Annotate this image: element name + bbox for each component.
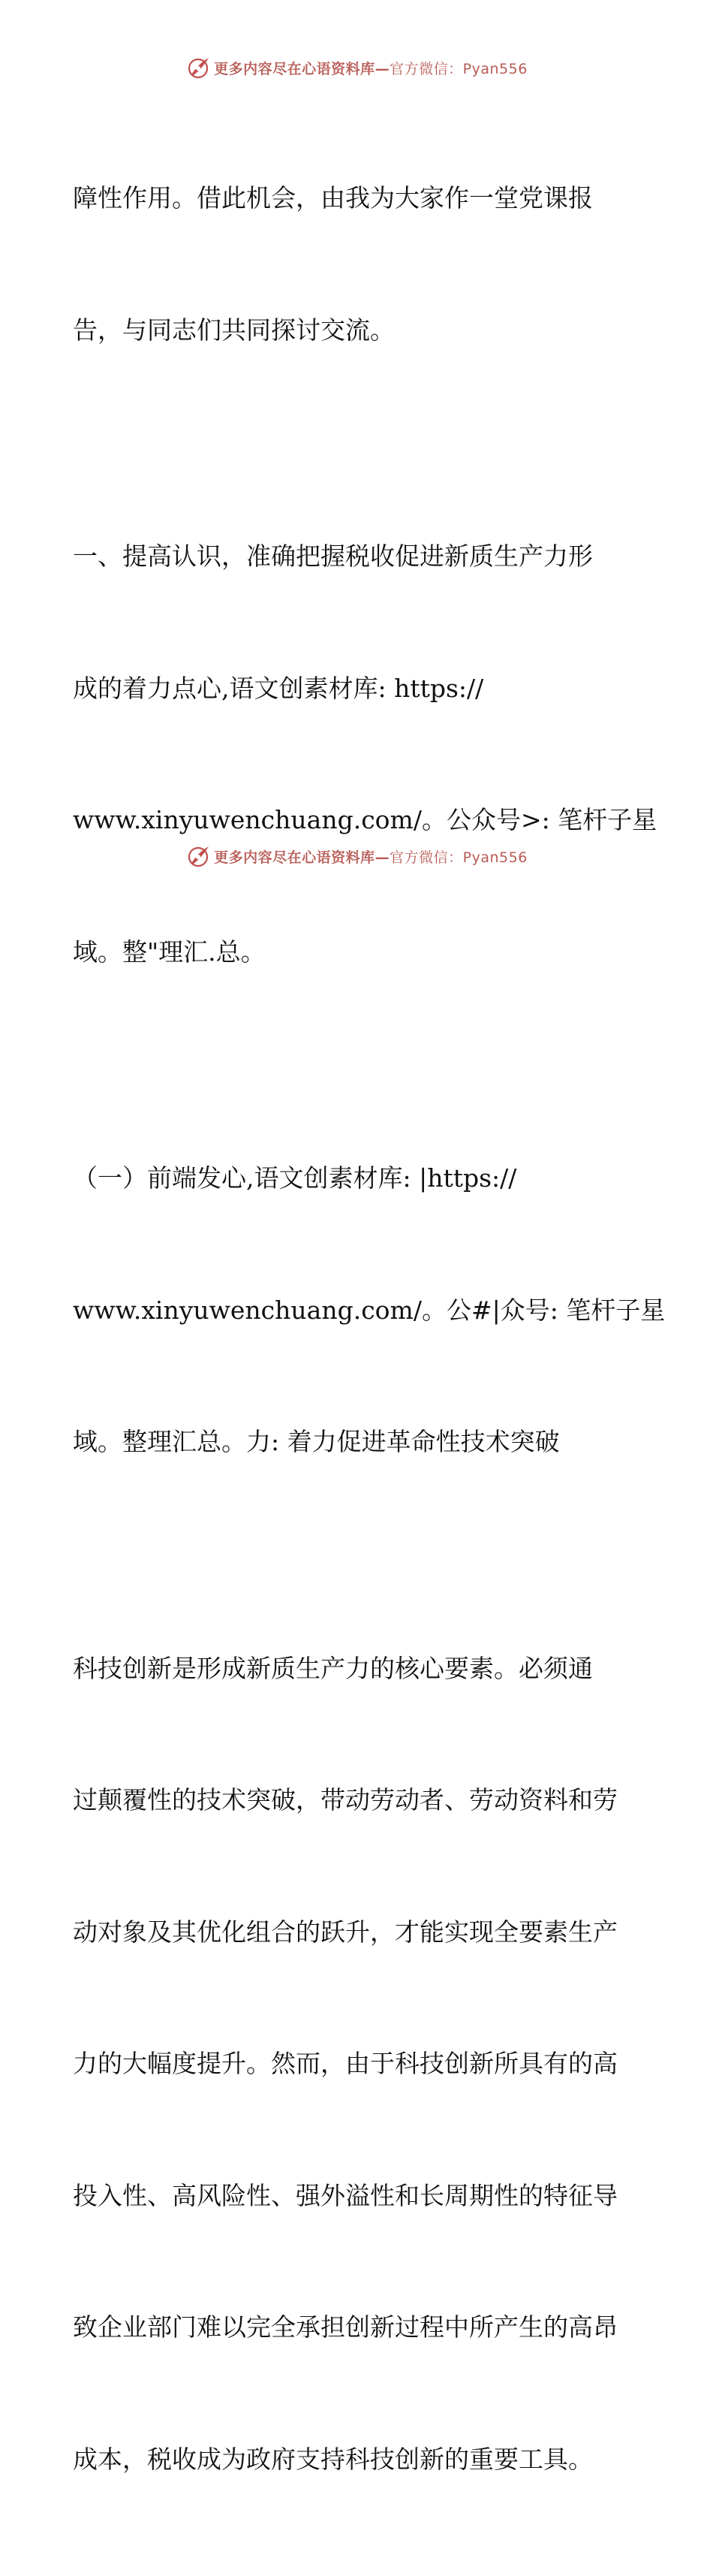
text-line: 成的着力点心,语文创素材库: https://	[73, 673, 484, 703]
text-line: 力的大幅度提升。然而，由于科技创新所具有的高	[73, 2049, 618, 2078]
footer-watermark-banner	[0, 841, 713, 871]
text-line: 域。整理汇总。力: 着力促进革命性技术突破	[73, 1427, 560, 1456]
watermark-text-main: 更多内容尽在心语资料库—	[214, 60, 390, 77]
document-body	[73, 89, 666, 2576]
paragraph-1	[73, 89, 643, 440]
text-line: 致企业部门难以完全承担创新过程中所产生的高昂	[73, 2312, 618, 2342]
text-line: 告，与同志们共同探讨交流。	[73, 315, 395, 345]
watermark-text	[214, 58, 528, 78]
text-line: 动对象及其优化组合的跃升，才能实现全要素生产	[73, 1917, 618, 1947]
section-heading	[73, 447, 657, 1062]
text-line: 科技创新是形成新质生产力的核心要素。必须通	[73, 1653, 593, 1683]
text-line: 成本，税收成为政府支持科技创新的重要工具。	[73, 2444, 593, 2474]
text-line: www.xinyuwenchuang.com/。公#|众号: 笔杆子星	[73, 1295, 666, 1325]
text-line: （一）前端发心,语文创素材库: |https://	[73, 1163, 517, 1193]
text-line: 域。整"理汇.总。	[73, 937, 266, 967]
watermark-text-main: 更多内容尽在心语资料库—	[214, 849, 390, 866]
quill-pen-logo-icon	[185, 843, 211, 869]
text-line: 投入性、高风险性、强外溢性和长周期性的特征导	[73, 2180, 618, 2210]
text-line: www.xinyuwenchuang.com/。公众号>: 笔杆子星	[73, 805, 657, 834]
header-watermark-banner	[0, 53, 713, 83]
watermark-text-tail: 官方微信：Pyan556	[390, 849, 528, 866]
watermark-text-tail: 官方微信：Pyan556	[390, 60, 528, 77]
subsection-heading	[73, 1069, 666, 1552]
text-line: 过颠覆性的技术突破，带动劳动者、劳动资料和劳	[73, 1785, 618, 1814]
quill-pen-logo-icon	[185, 55, 211, 80]
watermark-text	[214, 846, 528, 867]
paragraph-body	[73, 1559, 643, 2570]
text-line: 一、提高认识，准确把握税收促进新质生产力形	[73, 541, 593, 571]
text-line: 障性作用。借此机会，由我为大家作一堂党课报	[73, 183, 593, 213]
